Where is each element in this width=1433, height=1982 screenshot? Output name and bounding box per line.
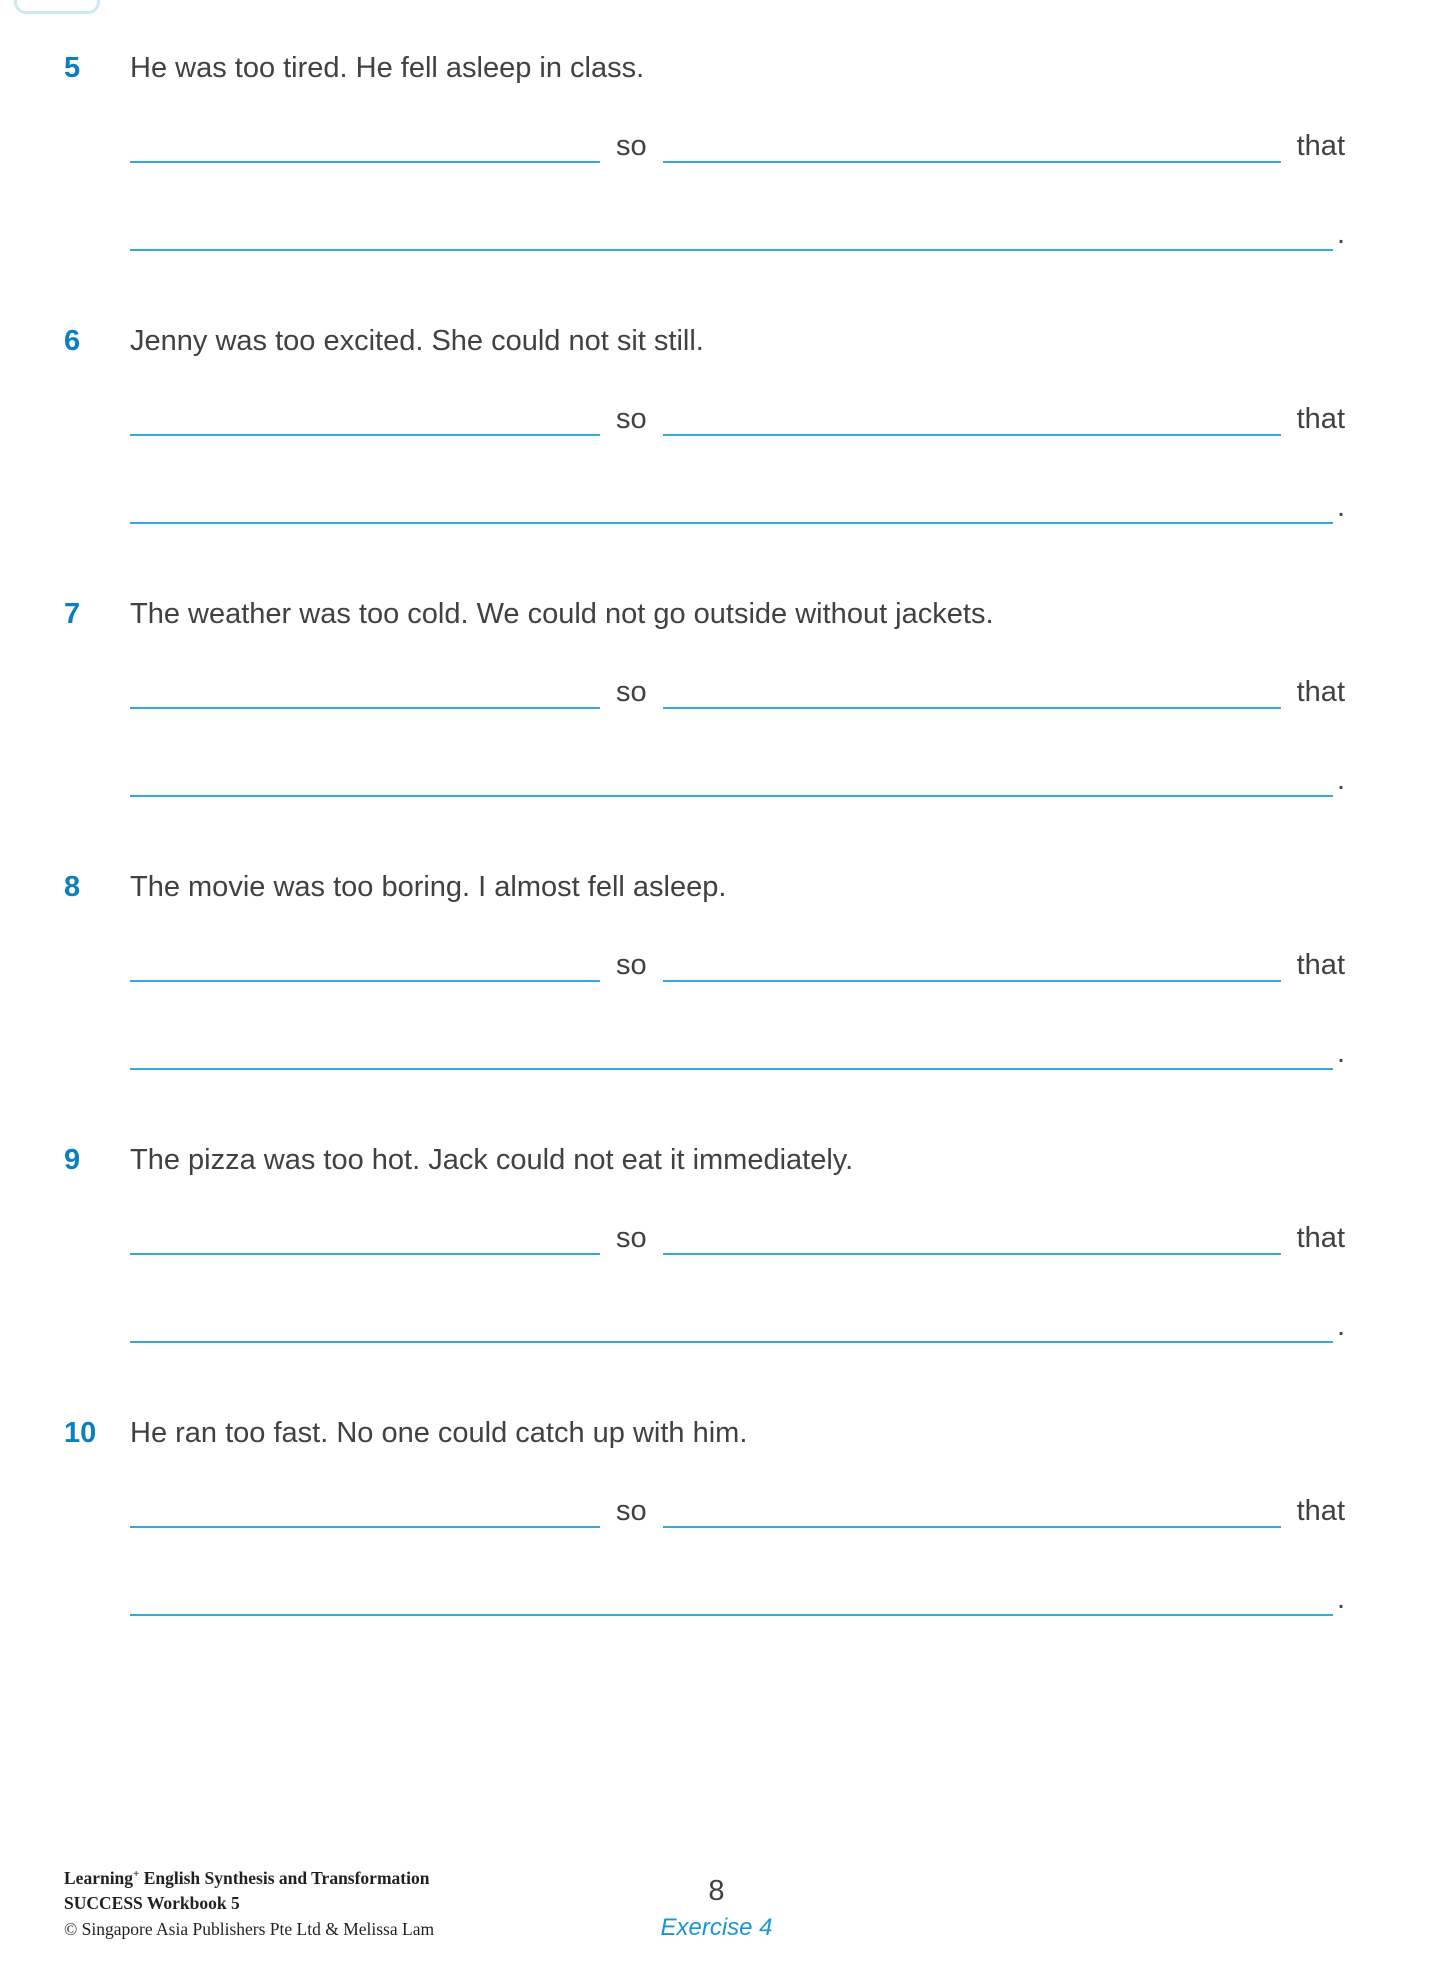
question-block — [64, 1417, 1345, 1616]
brand-superscript: + — [133, 1868, 140, 1881]
answer-blank-line[interactable] — [663, 1492, 1281, 1528]
answer-blank-line[interactable] — [130, 1034, 1333, 1070]
question-text: The pizza was too hot. Jack could not eat it immediately. — [130, 1144, 854, 1176]
connector-that: that — [1296, 1221, 1345, 1254]
connector-so: so — [616, 948, 647, 981]
answer-blank-line[interactable] — [130, 127, 600, 163]
answer-row-so-that — [130, 127, 1345, 163]
question-block — [64, 598, 1345, 797]
question-row — [64, 52, 1345, 85]
answer-blank-line[interactable] — [663, 1219, 1281, 1255]
answer-blank-line[interactable] — [663, 946, 1281, 982]
series-name: English Synthesis and Transformation — [139, 1867, 430, 1888]
copyright-line: © Singapore Asia Publishers Pte Ltd & Melissa Lam — [64, 1918, 435, 1939]
answer-row-so-that — [130, 1492, 1345, 1528]
answer-row-continuation — [130, 761, 1345, 797]
page-footer — [0, 1866, 1433, 1942]
answer-row-continuation — [130, 215, 1345, 251]
sentence-period: . — [1336, 1037, 1345, 1070]
question-text: Jenny was too excited. She could not sit still. — [130, 325, 704, 357]
connector-that: that — [1296, 948, 1345, 981]
workbook-title: SUCCESS Workbook 5 — [64, 1893, 240, 1914]
question-block — [64, 325, 1345, 524]
answer-row-so-that — [130, 673, 1345, 709]
answer-blank-line[interactable] — [130, 215, 1333, 251]
connector-that: that — [1296, 129, 1345, 162]
series-title — [64, 1866, 434, 1891]
exercise-label: Exercise 4 — [660, 1914, 773, 1941]
question-number: 7 — [64, 598, 81, 630]
connector-that: that — [1296, 402, 1345, 435]
question-number: 8 — [64, 871, 81, 903]
connector-that: that — [1296, 675, 1345, 708]
page-number: 8 — [708, 1875, 725, 1907]
answer-row-so-that — [130, 400, 1345, 436]
brand-name: Learning — [64, 1867, 134, 1888]
answer-row-so-that — [130, 946, 1345, 982]
question-number: 9 — [64, 1144, 81, 1176]
connector-so: so — [616, 1494, 647, 1527]
answer-row-continuation — [130, 488, 1345, 524]
question-row — [64, 325, 1345, 358]
question-number: 5 — [64, 52, 81, 84]
connector-so: so — [616, 402, 647, 435]
answer-row-continuation — [130, 1580, 1345, 1616]
question-text: The weather was too cold. We could not go outside without jackets. — [130, 598, 994, 630]
question-block — [64, 1144, 1345, 1343]
connector-so: so — [616, 1221, 647, 1254]
sentence-period: . — [1336, 1310, 1345, 1343]
page-corner-decoration — [14, 0, 100, 14]
answer-blank-line[interactable] — [663, 400, 1281, 436]
answer-blank-line[interactable] — [130, 1219, 600, 1255]
answer-row-continuation — [130, 1307, 1345, 1343]
question-row — [64, 871, 1345, 904]
answer-blank-line[interactable] — [130, 400, 600, 436]
sentence-period: . — [1336, 218, 1345, 251]
question-number: 10 — [64, 1417, 97, 1449]
question-number: 6 — [64, 325, 81, 357]
page-number-block — [660, 1875, 772, 1942]
question-text: The movie was too boring. I almost fell asleep. — [130, 871, 727, 903]
question-block — [64, 871, 1345, 1070]
connector-so: so — [616, 129, 647, 162]
answer-blank-line[interactable] — [130, 1307, 1333, 1343]
publisher-info — [64, 1866, 434, 1942]
answer-blank-line[interactable] — [130, 946, 600, 982]
sentence-period: . — [1336, 491, 1345, 524]
answer-blank-line[interactable] — [130, 488, 1333, 524]
question-row — [64, 1417, 1345, 1450]
question-row — [64, 1144, 1345, 1177]
answer-blank-line[interactable] — [130, 761, 1333, 797]
answer-blank-line[interactable] — [130, 1580, 1333, 1616]
question-row — [64, 598, 1345, 631]
sentence-period: . — [1336, 764, 1345, 797]
connector-that: that — [1296, 1494, 1345, 1527]
answer-blank-line[interactable] — [130, 1492, 600, 1528]
question-block — [64, 52, 1345, 251]
answer-blank-line[interactable] — [663, 673, 1281, 709]
sentence-period: . — [1336, 1583, 1345, 1616]
question-text: He ran too fast. No one could catch up with him. — [130, 1417, 748, 1449]
answer-blank-line[interactable] — [130, 673, 600, 709]
answer-row-so-that — [130, 1219, 1345, 1255]
answer-blank-line[interactable] — [663, 127, 1281, 163]
connector-so: so — [616, 675, 647, 708]
question-text: He was too tired. He fell asleep in class. — [130, 52, 645, 84]
answer-row-continuation — [130, 1034, 1345, 1070]
